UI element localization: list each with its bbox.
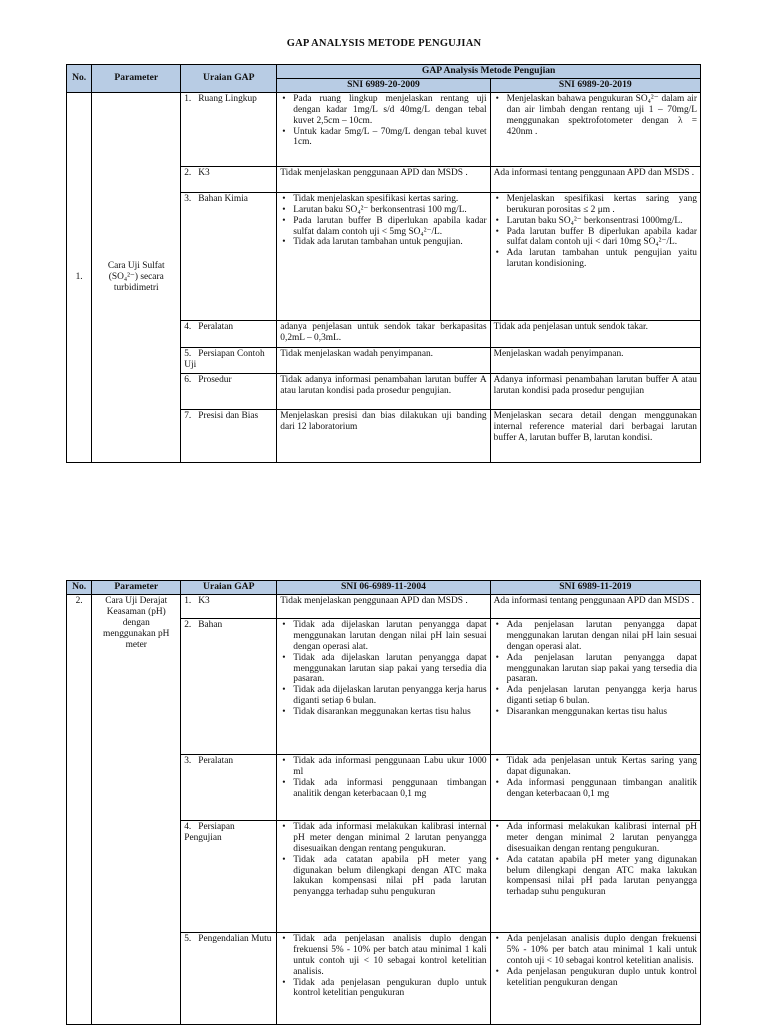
item-label: Prosedur [198,374,232,385]
list-item: • Ada catatan apabila pH meter yang digunakan belum dilengkapi dengan ATC maka lakukan kompensasi nilai pH pada larutan penyangga terhadap suhu pengukuran [507,855,697,899]
document-title: GAP ANALYSIS METODE PENGUJIAN [286,38,482,49]
list-item: • Disarankan menggunakan kertas tisu halus [507,707,697,718]
gap-table-ph [66,580,701,1025]
cell-text: Ada informasi tentang penggunaan APD dan MSDS . [493,167,695,178]
std-old-cell [277,820,490,932]
std-old-cell [277,92,490,166]
cell-text: Tidak menjelaskan penggunaan APD dan MSDS . [280,595,468,606]
item-number: 5. [184,933,192,944]
header-uraian-gap: Uraian GAP [181,65,277,93]
header-std-new: SNI 6989-20-2019 [490,78,700,92]
list-item: • Tidak ada dijelaskan larutan penyangga kerja harus diganti setiap 6 bulan. [293,685,486,707]
list-item: • Menjelaskan bahawa pengukuran SO₄²⁻ dalam air dan air limbah dengan rentang uji 1 – 70mg/L menggunakan spektrofotometer dengan λ = 420nm . [507,94,697,138]
bullet-list [280,194,486,249]
list-item: • Tidak ada catatan apabila pH meter yang digunakan belum dilengkapi dengan ATC maka lakukan kompensasi nilai pH pada larutan penyangga terhadap suhu pengukuran [293,855,486,899]
cell-text: adanya penjelasan untuk sendok takar berkapasitas 0,2mL – 0,3mL. [280,321,487,343]
std-new-cell [490,618,700,754]
list-item: • Ada penjelasan larutan penyangga kerja harus diganti setiap 6 bulan. [507,685,697,707]
bullet-list [280,934,486,999]
std-new-cell [490,932,700,1024]
item-label: Bahan Kimia [198,193,248,204]
header-no: No. [67,65,92,93]
uraian-gap-cell [181,618,277,754]
bullet-list [494,194,697,270]
item-label: Persiapan Contoh Uji [184,348,265,370]
std-old-cell [277,618,490,754]
item-number: 2. [184,167,192,178]
std-new-cell [490,594,700,618]
list-item: • Menjelaskan spesifikasi kertas saring yang berukuran porositas ≤ 2 μm . [507,194,697,216]
uraian-gap-cell [181,92,277,166]
cell-text: Menjelaskan presisi dan bias dilakukan uji banding dari 12 laboratorium [280,410,487,432]
std-old-cell [277,754,490,820]
bullet-list [494,934,697,989]
item-number: 5. [184,348,192,359]
list-item: • Ada penjelasan analisis duplo dengan frekuensi 5% - 10% per batch atau minimal 1 kali untuk contoh uji < 10 sebagai kontrol ketelitian analisis. [507,934,697,967]
uraian-gap-cell [181,754,277,820]
list-item: • Ada penjelasan larutan penyangga dapat menggunakan larutan siap pakai yang tersedia dia pasaran. [507,653,697,686]
std-old-cell [277,409,490,462]
bullet-list [494,822,697,898]
list-item: • Tidak ada informasi penggunaan Labu ukur 1000 ml [293,756,486,778]
list-item: • Tidak ada dijelaskan larutan penyangga dapat menggunakan larutan siap pakai yang tersedia dia pasaran. [293,653,486,686]
uraian-gap-cell [181,166,277,192]
bullet-list [494,620,697,718]
list-item: • Tidak ada informasi melakukan kalibrasi internal pH meter dengan minimal 2 larutan penyangga disesuaikan dengan rentang pengukuran. [293,822,486,855]
std-new-cell [490,373,700,409]
std-old-cell [277,166,490,192]
uraian-gap-cell [181,932,277,1024]
item-label: K3 [198,595,210,606]
uraian-gap-cell [181,594,277,618]
uraian-gap-cell [181,320,277,347]
std-old-cell [277,320,490,347]
uraian-gap-cell [181,373,277,409]
cell-text: Tidak menjelaskan wadah penyimpanan. [280,348,434,359]
std-new-cell [490,754,700,820]
cell-text: Tidak adanya informasi penambahan larutan buffer A atau larutan kondisi pada prosedur pengujian. [280,374,487,396]
list-item: • Larutan baku SO₄²⁻ berkonsentrasi 1000mg/L. [507,216,697,227]
std-new-cell [490,166,700,192]
list-item: • Ada informasi melakukan kalibrasi internal pH meter dengan minimal 2 larutan penyangga disesuaikan dengan rentang pengukuran. [507,822,697,855]
std-new-cell [490,347,700,373]
std-old-cell [277,932,490,1024]
item-number: 3. [184,755,192,766]
parameter-cell: Cara Uji Derajat Keasaman (pH) dengan menggunakan pH meter [92,594,181,1024]
item-label: Bahan [198,619,223,630]
cell-text: Ada informasi tentang penggunaan APD dan MSDS . [493,595,695,606]
std-new-cell [490,92,700,166]
cell-text: Tidak ada penjelasan untuk sendok takar. [493,321,648,332]
std-new-cell [490,192,700,320]
list-item: • Tidak menjelaskan spesifikasi kertas saring. [293,194,486,205]
list-item: • Tidak ada penjelasan pengukuran duplo untuk kontrol ketelitian pengukuran [293,978,486,1000]
item-label: K3 [198,167,210,178]
list-item: • Larutan baku SO₄²⁻ berkonsentrasi 100 mg/L. [293,205,486,216]
bullet-list [494,756,697,800]
list-item: • Ada larutan tambahan untuk pengujian yaitu larutan kondisioning. [507,248,697,270]
list-item: • Ada informasi penggunaan timbangan analitik dengan keterbacaan 0,1 mg [507,778,697,800]
list-item: • Tidak ada dijelaskan larutan penyangga dapat menggunakan larutan dengan nilai pH lain sesuai dengan operasi alat. [293,620,486,653]
header-parameter: Parameter [92,581,181,595]
bullet-list [280,94,486,149]
item-number: 4. [184,821,192,832]
item-number: 7. [184,410,192,421]
std-new-cell [490,820,700,932]
std-old-cell [277,192,490,320]
gap-table-sulfat [66,64,701,463]
list-item: • Pada larutan buffer B diperlukan apabila kadar sulfat dalam contoh uji < dari 10mg SO₄²⁻/L. [507,227,697,249]
list-item: • Pada ruang lingkup menjelaskan rentang uji dengan kadar 1mg/L s/d 40mg/L dengan tebal kuvet 2,5cm – 10cm. [293,94,486,127]
item-label: Presisi dan Bias [198,410,259,421]
row-number: 2. [67,594,92,1024]
header-parameter: Parameter [92,65,181,93]
row-number: 1. [67,92,92,462]
cell-text: Menjelaskan secara detail dengan menggunakan internal reference material dari berbagai larutan buffer A, larutan buffer B, larutan kondisi. [493,410,697,443]
list-item: • Tidak ada informasi penggunaan timbangan analitik dengan keterbacaan 0,1 mg [293,778,486,800]
bullet-list [280,620,486,718]
uraian-gap-cell [181,409,277,462]
item-label: Peralatan [198,755,234,766]
std-old-cell [277,373,490,409]
list-item: • Ada penjelasan larutan penyangga dapat menggunakan larutan dengan nilai pH lain sesuai dengan operasi alat. [507,620,697,653]
cell-text: Adanya informasi penambahan larutan buffer A atau larutan kondisi pada prosedur pengujian [493,374,697,396]
item-label: Persiapan Pengujian [184,821,235,843]
item-label: Peralatan [198,321,234,332]
header-gap-analysis: GAP Analysis Metode Pengujian [277,65,701,79]
list-item: • Tidak ada larutan tambahan untuk pengujian. [293,237,486,248]
item-number: 6. [184,374,192,385]
list-item: • Ada penjelasan pengukuran duplo untuk kontrol ketelitian pengukuran dengan [507,967,697,989]
header-std-old: SNI 06-6989-11-2004 [277,581,490,595]
header-std-old: SNI 6989-20-2009 [277,78,490,92]
list-item: • Tidak disarankan meggunakan kertas tisu halus [293,707,486,718]
parameter-cell: Cara Uji Sulfat (SO₄²⁻) secara turbidimetri [92,92,181,462]
item-label: Ruang Lingkup [198,93,257,104]
bullet-list [494,94,697,138]
table-row [67,594,701,618]
std-old-cell [277,594,490,618]
item-number: 1. [184,93,192,104]
item-number: 4. [184,321,192,332]
list-item: • Untuk kadar 5mg/L – 70mg/L dengan tebal kuvet 1cm. [293,127,486,149]
uraian-gap-cell [181,192,277,320]
bullet-list [280,756,486,800]
uraian-gap-cell [181,820,277,932]
std-new-cell [490,320,700,347]
item-label: Pengendalian Mutu [198,933,272,944]
list-item: • Tidak ada penjelasan analisis duplo dengan frekuensi 5% - 10% per batch atau minimal 1 kali untuk contoh uji < 10 sebagai kontrol ketelitian analisis. [293,934,486,978]
std-old-cell [277,347,490,373]
bullet-list [280,822,486,898]
header-std-new: SNI 6989-11-2019 [490,581,700,595]
list-item: • Tidak ada penjelasan untuk Kertas saring yang dapat digunakan. [507,756,697,778]
cell-text: Menjelaskan wadah penyimpanan. [493,348,624,359]
uraian-gap-cell [181,347,277,373]
table-row [67,92,701,166]
item-number: 1. [184,595,192,606]
std-new-cell [490,409,700,462]
cell-text: Tidak menjelaskan penggunaan APD dan MSDS . [280,167,468,178]
item-number: 2. [184,619,192,630]
item-number: 3. [184,193,192,204]
list-item: • Pada larutan buffer B diperlukan apabila kadar sulfat dalam contoh uji < 5mg SO₄²⁻/L. [293,216,486,238]
header-uraian-gap: Uraian GAP [181,581,277,595]
header-no: No. [67,581,92,595]
